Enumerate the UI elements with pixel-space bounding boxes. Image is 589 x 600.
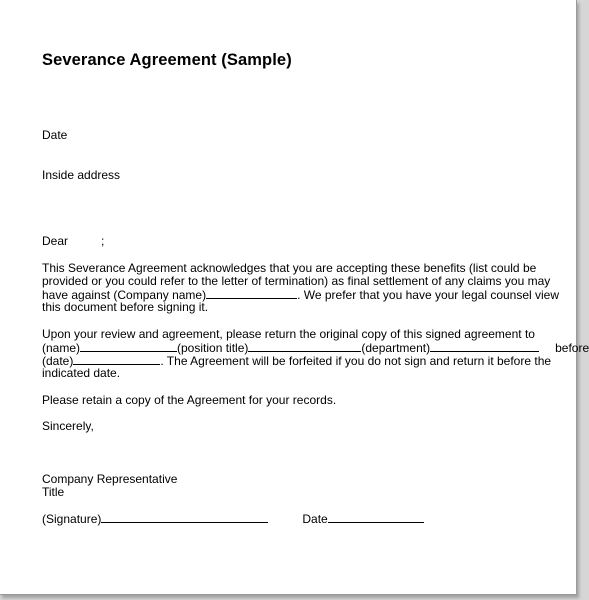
para2-line2 [42,341,589,355]
document-title: Severance Agreement (Sample) [42,51,292,69]
signature-row [42,512,424,526]
closing: Sincerely, [42,419,94,433]
salutation-text: Dear [42,234,69,248]
retain-copy-text: Please retain a copy of the Agreement for your records. [42,393,337,407]
inside-address: Inside address [42,168,121,182]
para2-line4: indicated date. [42,366,121,380]
salutation-end: ; [101,234,105,248]
return-date-blank[interactable] [73,354,160,365]
para1-line2: provided or you could refer to the letter of termination) as final settlement of any claims you may [42,274,551,288]
para1-line3-end: . We prefer that you have your legal counsel view [297,288,560,302]
position-title-blank[interactable] [248,341,361,352]
signature-label: (Signature) [42,512,102,526]
sign-date-blank[interactable] [328,512,424,523]
date-label-inline: (date) [42,354,74,368]
position-title-label: (position title) [177,341,249,355]
department-label: (department) [361,341,431,355]
name-blank[interactable] [80,341,177,352]
department-blank[interactable] [430,341,539,352]
para1-line1: This Severance Agreement acknowledges that you are accepting these benefits (list could be [42,261,537,275]
date-label: Date [42,128,68,142]
para2-line1: Upon your review and agreement, please return the original copy of this signed agreement to [42,327,535,341]
para2-line3-end: . The Agreement will be forfeited if you do not sign and return it before the [160,354,552,368]
para1-line4: this document before signing it. [42,300,209,314]
para1-line3-start: have against (Company name) [42,288,207,302]
salutation [42,235,104,248]
representative-title: Title [42,485,65,499]
signature-blank[interactable] [101,512,268,523]
before-text: before [555,341,589,355]
company-representative: Company Representative [42,472,178,486]
name-label: (name) [42,341,81,355]
sign-date-label: Date [302,512,328,526]
company-name-blank[interactable] [206,288,297,299]
